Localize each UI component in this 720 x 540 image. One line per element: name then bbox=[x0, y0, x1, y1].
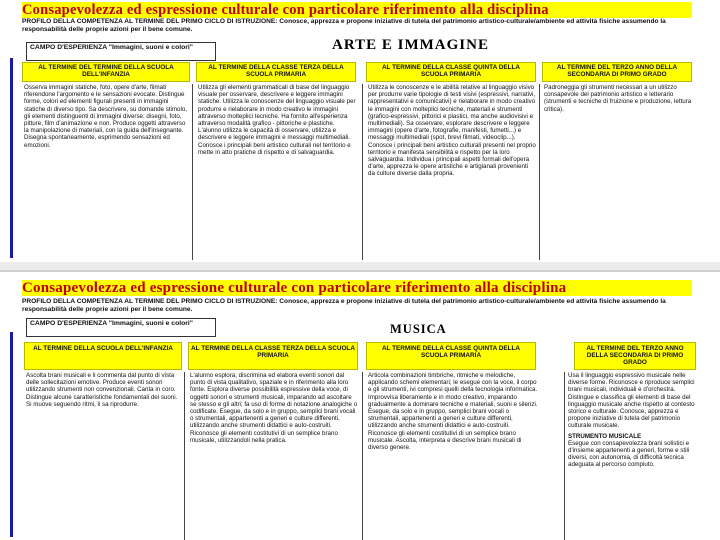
page-banner: Consapevolezza ed espressione culturale con particolare riferimento alla disciplina bbox=[22, 2, 692, 18]
page-banner: Consapevolezza ed espressione culturale con particolare riferimento alla disciplina bbox=[22, 280, 692, 296]
subject-title: ARTE E IMMAGINE bbox=[332, 37, 489, 53]
strumento-title: STRUMENTO MUSICALE bbox=[568, 432, 642, 440]
margin-bar bbox=[10, 58, 13, 258]
column-header-terza: AL TERMINE DELLA CLASSE TERZA DELLA SCUOLA PRIMARIA bbox=[196, 62, 356, 82]
column-text-terza: Utilizza gli elementi grammaticali di base del linguaggio visuale per osservare, descrivere e leggere immagini statiche. Utilizza le conoscenze del linguaggio visuale per produrre e rielaborare in modo creativo le immagini attraverso molteplici tecniche. Ha fornito all'esperienza attraverso modalità grafico - pittoriche e plastiche. L'alunno utilizza le capacità di osservare, utilizza e descrivere e leggere immagini e messaggi multimediali. Conosce i principali beni artistico culturali nel territorio e mette in atto pratiche di rispetto e di salvaguardia. bbox=[198, 84, 356, 156]
column-text-terza: L'alunno esplora, discrimina ed elabora eventi sonori dal punto di vista qualitativo, spaziale e in riferimento alla loro fonte. Esplora diverse possibilità espressive della voce, di oggetti sonori e strumenti musicali, imparando ad ascoltare se stesso e gli altri; fa uso di forme di notazione analogiche o codificate. Esegue, da solo e in gruppo, semplici brani vocali o strumentali, appartenenti a generi e culture differenti, utilizzando anche strumenti didattici e auto-costruiti. Riconosce gli elementi costitutivi di un semplice brano musicale, utilizzandoli nella pratica. bbox=[190, 372, 358, 444]
secondaria-text: Usa il linguaggio espressivo musicale nelle diverse forme. Riconosce e riproduce semplici brani musicali, individuali e d'orchestra. Distingue e classifica gli elementi di base del linguaggio musicale anche rispetto al contesto storico e culturale. Conosce, apprezza e propone iniziative di tutela del patrimonio culturale musicale. bbox=[568, 372, 695, 430]
profile-text: PROFILO DELLA COMPETENZA AL TERMINE DEL PRIMO CICLO DI ISTRUZIONE: Conosce, apprezza e propone iniziative di tutela del patrimonio artistico-culturale/ambiente ed attività fisiche assumendo la responsabilità delle proprie azioni per il bene comune. bbox=[22, 298, 666, 314]
column-divider bbox=[184, 372, 185, 540]
column-header-secondaria: AL TERMINE DEL TERZO ANNO DELLA SECONDARIA DI PRIMO GRADO bbox=[542, 62, 692, 82]
column-header-infanzia: AL TERMINE DELLA SCUOLA DELL'INFANZIA bbox=[24, 342, 182, 370]
margin-bar bbox=[10, 332, 13, 537]
column-text-secondaria: Padroneggia gli strumenti necessari a un utilizzo consapevole del patrimonio artistico e letterario (strumenti e tecniche di fruizione e produzione, lettura critica). bbox=[544, 84, 692, 113]
campo-esperienza: CAMPO D'ESPERIENZA "Immagini, suoni e colori" bbox=[26, 42, 216, 61]
column-text-quinta: Articola combinazioni timbriche, ritmiche e melodiche, applicando schemi elementari; le esegue con la voce, il corpo e gli strumenti, ivi compresi quelli della tecnologia informatica. Improvvisa liberamente e in modo creativo, imparando gradualmente a dominare tecniche e materiali, suoni e silenzi. Esegue, da solo e in gruppo, semplici brani vocali o strumentali, appartenenti a generi e culture differenti, utilizzando anche strumenti didattici e auto-costruiti. Riconosce gli elementi costitutivi di un semplice brano musicale. Ascolta, interpreta e descrive brani musicali di diverso genere. bbox=[368, 372, 538, 452]
column-divider bbox=[362, 84, 363, 260]
column-header-quinta: AL TERMINE DELLA CLASSE QUINTA DELLA SCUOLA PRIMARIA bbox=[366, 62, 536, 82]
column-divider bbox=[362, 372, 363, 540]
strumento-text: Esegue con consapevolezza brani solistici e d'insieme appartenenti a generi, forme e stili diversi, con autonomia, di difficoltà tecnica adeguata al percorso compiuto. bbox=[568, 439, 690, 469]
column-header-quinta: AL TERMINE DELLA CLASSE QUINTA DELLA SCUOLA PRIMARIA bbox=[366, 342, 536, 370]
subject-title: MUSICA bbox=[390, 322, 447, 336]
page-gap bbox=[0, 262, 720, 270]
column-divider bbox=[539, 84, 540, 260]
column-divider bbox=[564, 372, 565, 540]
column-text-quinta: Utilizza le conoscenze e le abilità relative al linguaggio visivo per produrre varie tipologie di testi visivi (espressivi, narrativi, rappresentativi e comunicativi) e rielaborare in modo creativo le immagini con molteplici tecniche, materiali e strumenti (grafico-espressivi, pittorici e plastici, ma anche audiovisivi e multimediali). Sa osservare, esplorare descrivere e leggere immagini (opere d'arte, fotografie, manifesti, fumetti...) e messaggi multimediali (spot, brevi filmati, videoclip...). Conosce i principali beni artistico culturali presenti nel proprio territorio e manifesta sensibilità e rispetto per la loro salvaguardia. Individua i principali aspetti formali dell'opera d'arte, apprezza le opere artistiche e artigianali provenienti da culture diverse dalla propria. bbox=[368, 84, 536, 178]
column-text-infanzia: Ascolta brani musicali e li commenta dal punto di vista delle sollecitazioni emotive. Produce eventi sonori utilizzando strumenti non convenzionali. Canta in coro. Distingue alcune caratteristiche fondamentali dei suoni. Si muove seguendo ritmi, li sa riprodurre. bbox=[26, 372, 178, 408]
column-header-terza: AL TERMINE DELLA CLASSE TERZA DELLA SCUOLA PRIMARIA bbox=[188, 342, 358, 370]
arte-immagine-page bbox=[0, 0, 720, 262]
profile-text: PROFILO DELLA COMPETENZA AL TERMINE DEL PRIMO CICLO DI ISTRUZIONE: Conosce, apprezza e propone iniziative di tutela del patrimonio artistico-culturale/ambiente ed attività fisiche assumendo la responsabilità delle proprie azioni per il bene comune. bbox=[22, 18, 666, 34]
column-text-secondaria bbox=[568, 372, 696, 540]
campo-esperienza: CAMPO D'ESPERIENZA "Immagini, suoni e colori" bbox=[26, 318, 216, 337]
column-header-infanzia: AL TERMINE DEL TERMINE DELLA SCUOLA DELL'INFANZIA bbox=[22, 62, 190, 82]
musica-page bbox=[0, 270, 720, 540]
column-divider bbox=[192, 84, 193, 260]
column-header-secondaria: AL TERMINE DEL TERZO ANNO DELLA SECONDARIA DI PRIMO GRADO bbox=[574, 342, 696, 370]
column-text-infanzia: Osserva immagini statiche, foto, opere d'arte, filmati riferendone l'argomento e le sensazioni evocate. Distingue forme, colori ed elementi figurali presenti in immagini statiche di diverso tipo. Sa descrivere, su domande stimolo, gli elementi distinguenti di immagini diverse: disegni, foto, pitture, film d'animazione e non. Produce oggetti attraverso la manipolazione di materiali, con la guida dell'insegnante. Disegna spontaneamente, esprimendo sensazioni ed emozioni. bbox=[24, 84, 188, 149]
